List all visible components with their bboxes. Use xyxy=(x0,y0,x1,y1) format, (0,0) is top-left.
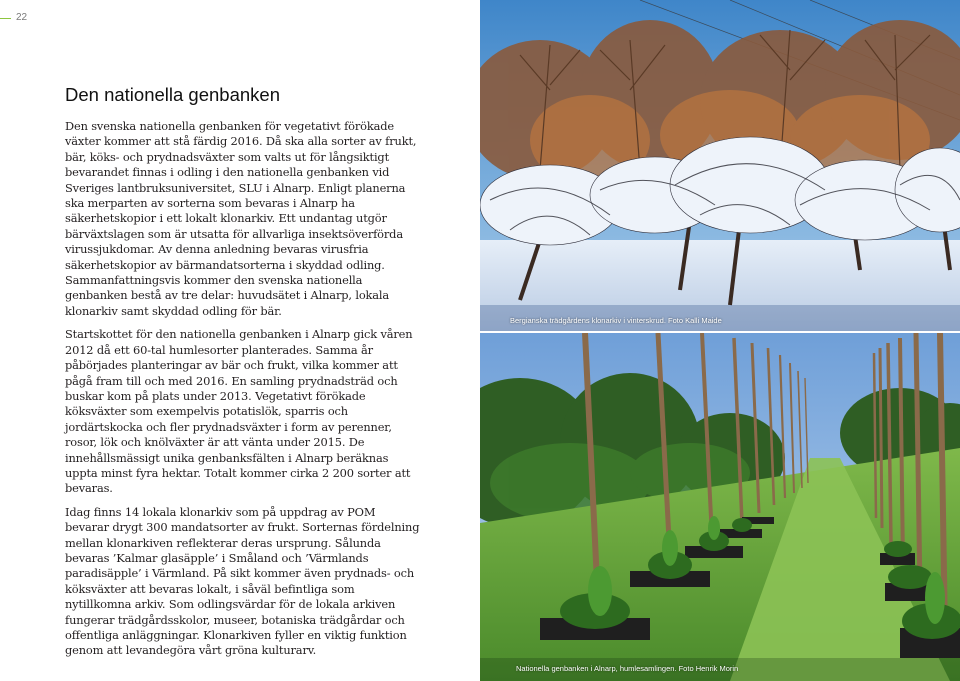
paragraph-1: Den svenska nationella genbanken för vegetativt förökade växter kommer att stå färdig 2016. Då ska alla sorter av frukt, bär, köks- och prydnadsväxter som valts ut för långsiktigt bevarandet finnas i odling i den nationella genbanken vid Sveriges lantbruksuniversitet, SLU i Alnarp. Enligt planerna ska merparten av sorterna som bevaras i Alnarp ha säkerhetskopior i ett lokalt klonarkiv. Ett undantag utgör bärväxtslagen som är utsatta för allvarliga insektsöverförda virussjukdomar. Av denna anledning bevaras virusfria säkerhetskopior av bärmandatsorterna i skyddad odling. Sammanfattningsvis kommer den svenska nationella genbanken bestå av tre delar: huvudsätet i Alnarp, lokala klonarkiv samt skyddad odling för bär. xyxy=(65,119,417,318)
article-body xyxy=(65,119,421,667)
photo-caption-1: Bergianska trädgårdens klonarkiv i vinterskrud. Foto Kalli Maide xyxy=(510,316,722,325)
winter-orchard-photo xyxy=(480,0,960,331)
page-number: 22 xyxy=(16,12,28,23)
hop-collection-image xyxy=(480,333,960,681)
paragraph-3: Idag finns 14 lokala klonarkiv som på uppdrag av POM bevarar drygt 300 mandatsorter av frukt. Sorternas fördelning mellan klonarkiven reflekterar deras ursprung. Sålunda bevaras ’Kalmar glasäpple’ i Småland och ’Värmlands paradisäpple’ i Värmland. På sikt kommer även prydnads- och köksväxter att bevaras lokalt, i såväl befintliga som nytillkomna arkiv. Som odlingsvärdar för de lokala arkiven fungerar trädgårdsskolor, museer, botaniska trädgårdar och offentliga anläggningar. Klonarkiven fyller en viktig funktion genom att levandegöra vårt gröna kulturarv. xyxy=(65,504,420,658)
winter-orchard-image xyxy=(480,0,960,331)
photo-page xyxy=(480,0,960,681)
photo-caption-2: Nationella genbanken i Alnarp, humlesamlingen. Foto Henrik Morin xyxy=(516,664,739,673)
hop-collection-photo xyxy=(480,333,960,681)
page-number-rule xyxy=(0,18,11,19)
article-heading: Den nationella genbanken xyxy=(65,84,280,105)
paragraph-2: Startskottet för den nationella genbanken i Alnarp gick våren 2012 då ett 60-tal humlesorter planterades. Samma år påbörjades planteringar av bär och frukt, vilka kommer att pågå fram till och med 2016. En samling prydnadsträd och buskar kom på plats under 2013. Vegetativt förökade köksväxter som exempelvis potatislök, sparris och jordärtskocka och fler prydnadsväxter i form av perenner, rosor, lök och knölväxter är att vänta under 2015. De innehållsmässigt unika genbanksfälten i Alnarp beräknas uppta minst fyra hektar. Totalt kommer cirka 2 200 sorter att bevaras. xyxy=(65,327,413,496)
